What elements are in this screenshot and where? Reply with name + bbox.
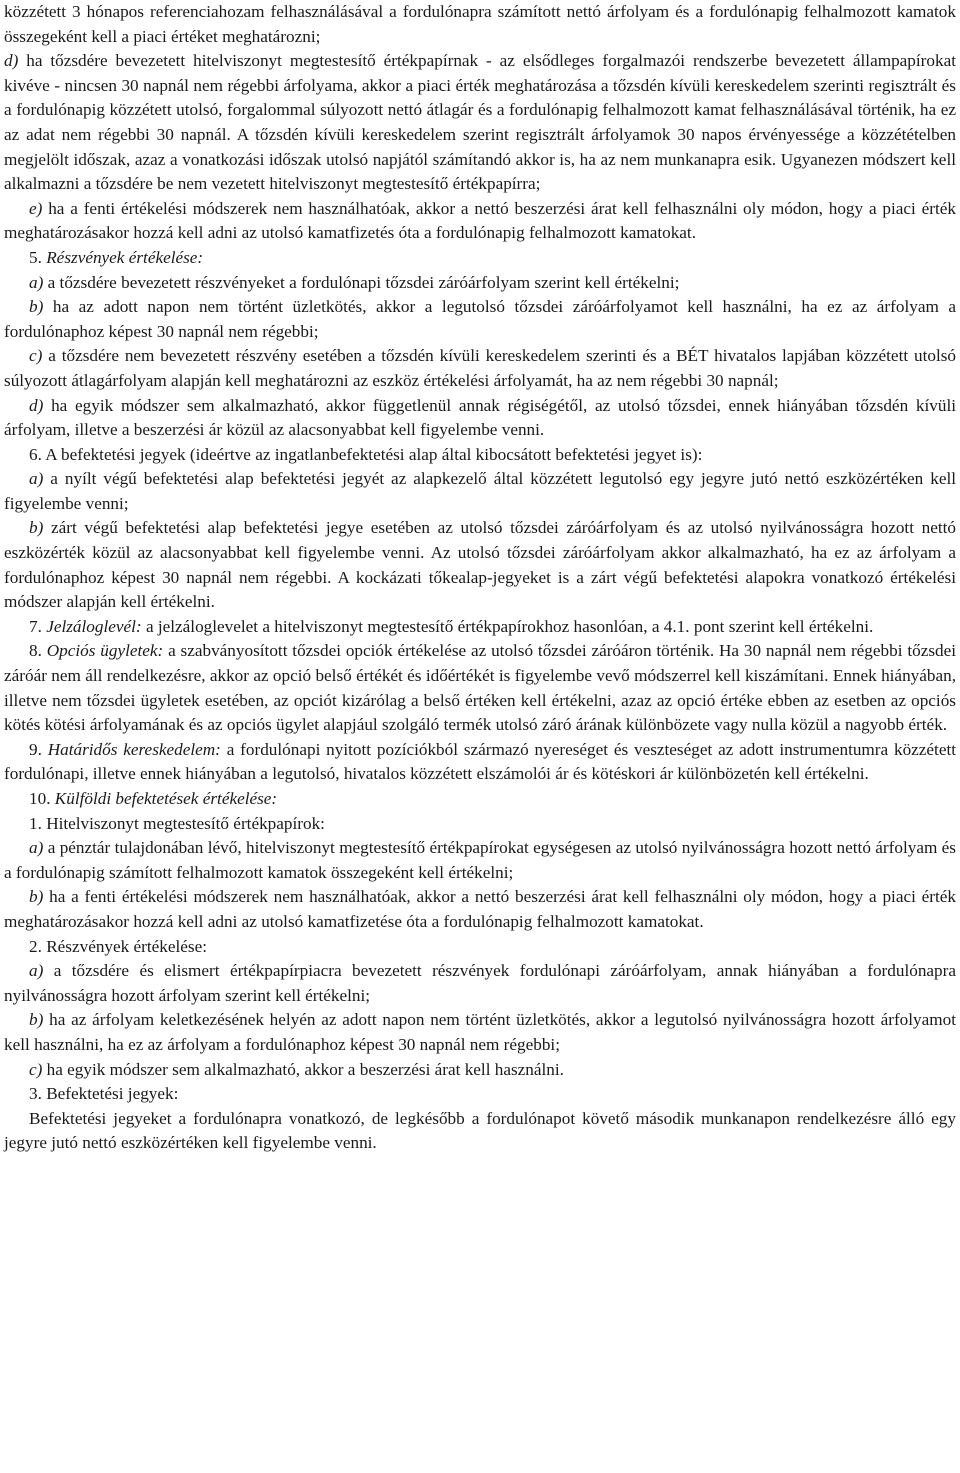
italic-label: b): [29, 1010, 44, 1030]
italic-label: e): [29, 198, 43, 218]
paragraph-text: 1. Hitelviszonyt megtestesítő értékpapírok:: [29, 813, 325, 833]
paragraph: [4, 443, 956, 468]
paragraph: [4, 344, 956, 393]
paragraph-text: ha a fenti értékelési módszerek nem használhatóak, akkor a nettó beszerzési árat kell felhasználni oly módon, hogy a piaci érték meghatározásakor hozzá kell adni az utolsó kamatfizetés óta a fordulónapig felhalmozott kamatokat.: [4, 198, 956, 243]
italic-label: a): [29, 469, 44, 489]
paragraph: [4, 0, 956, 49]
italic-label: Jelzáloglevél:: [46, 616, 142, 636]
paragraph-text: ha tőzsdére bevezetett hitelviszonyt megtestesítő értékpapírnak - az elsődleges forgalmazói rendszerbe bevezetett állampapírokat kivéve - nincsen 30 napnál nem régebbi árfolyama, akkor a piaci érték meghatározása a tőzsdén kívüli kereskedelem szerinti regisztrált és a fordulónapig közzétett utolsó, forgalommal súlyozott nettó átlagár és a fordulónapig felhalmozott kamat felhasználásával történik, ha ez az adat nem régebbi 30 napnál. A tőzsdén kívüli kereskedelem szerint regisztrált árfolyamok 30 napos érvényessége a közzétételben megjelölt időszak, azaz a vonatkozási időszak utolsó napjától számítandó akkor is, ha az nem munkanapra esik. Ugyanezen módszert kell alkalmazni a tőzsdére be nem vezetett hitelviszonyt megtestesítő értékpapírra;: [4, 51, 956, 194]
paragraph: [4, 467, 956, 516]
paragraph-text: a fordulónapi nyitott pozíciókból származó nyereséget és veszteséget az adott instrumentumra közzétett fordulónapi, illetve ennek hiányában a legutolsó, hivatalos közzétett elszámolói ár és kötéskori ár különbözetén kell értékelni.: [4, 739, 957, 784]
paragraph-text: a nyílt végű befektetési alap befektetési jegyét az alapkezelő által közzétett legutolsó egy jegyre jutó nettó eszközértéken kell figyelembe venni;: [4, 469, 956, 513]
paragraph-text: ha egyik módszer sem alkalmazható, akkor a beszerzési árat kell használni.: [42, 1059, 564, 1079]
paragraph: [4, 197, 956, 246]
paragraph: [4, 516, 956, 614]
paragraph-text: Befektetési jegyeket a fordulónapra vonatkozó, de legkésőbb a fordulónapot követő második munkanapon rendelkezésre álló egy jegyre jutó nettó eszközértéken kell figyelembe venni.: [4, 1108, 956, 1153]
italic-label: c): [29, 346, 43, 366]
paragraph-text: 7.: [29, 616, 47, 636]
paragraph-text: 10.: [29, 789, 55, 808]
paragraph: [4, 49, 956, 197]
paragraph-text: 2. Részvények értékelése:: [29, 936, 208, 956]
paragraph: [4, 812, 956, 837]
paragraph: [4, 246, 956, 271]
paragraph-text: közzétett 3 hónapos referenciahozam felhasználásával a fordulónapra számított nettó árfolyam és a fordulónapig felhalmozott kamatok összegeként kell a piaci értéket meghatározni;: [4, 2, 956, 46]
italic-label: Részvények értékelése:: [46, 247, 204, 267]
paragraph: [4, 394, 956, 443]
italic-label: a): [29, 961, 44, 981]
paragraph-text: 9.: [29, 739, 48, 759]
paragraph: [4, 615, 956, 640]
italic-label: Külföldi befektetések értékelése:: [54, 789, 278, 808]
paragraph-text: ha az árfolyam keletkezésének helyén az adott napon nem történt üzletkötés, akkor a legutolsó nyilvánosságra hozott árfolyamot kell használni, ha ez az árfolyam a fordulónaphoz képest 30 napnál nem régebbi;: [4, 1010, 956, 1054]
italic-label: d): [4, 51, 19, 71]
paragraph: [4, 935, 956, 960]
paragraph: [4, 787, 956, 812]
paragraph-text: ha az adott napon nem történt üzletkötés, akkor a legutolsó tőzsdei záróárfolyamot kell használni, ha ez az árfolyam a fordulónaphoz képest 30 napnál nem régebbi;: [4, 297, 956, 341]
italic-label: d): [29, 395, 44, 415]
paragraph-text: ha egyik módszer sem alkalmazható, akkor függetlenül annak régiségétől, az utolsó tőzsdei, ennek hiányában tőzsdén kívüli árfolyam, illetve a beszerzési ár közül az alacsonyabbat kell figyelembe venni.: [4, 395, 956, 440]
paragraph-text: a tőzsdére és elismert értékpapírpiacra bevezetett részvények fordulónapi záróárfolyam, annak hiányában a fordulónapra nyilvánosságra hozott árfolyam szerint kell értékelni;: [4, 961, 956, 1005]
paragraph-text: 5.: [29, 247, 47, 267]
paragraph: [4, 295, 956, 344]
paragraph-text: 6. A befektetési jegyek (ideértve az ingatlanbefektetési alap által kibocsátott befektetési jegyet is):: [29, 444, 703, 464]
italic-label: b): [29, 518, 44, 538]
paragraph-text: a pénztár tulajdonában lévő, hitelviszonyt megtestesítő értékpapírokat egységesen az utolsó nyilvánosságra hozott nettó árfolyam és a fordulónapig számított felhalmozott kamatok összegeként kell értékelni;: [4, 838, 956, 882]
paragraph: [4, 1107, 956, 1156]
paragraph-text: a tőzsdére bevezetett részvényeket a fordulónapi tőzsdei záróárfolyam szerint kell értékelni;: [43, 272, 680, 292]
italic-label: Határidős kereskedelem:: [47, 739, 221, 759]
paragraph: [4, 1008, 956, 1057]
italic-label: a): [29, 272, 44, 292]
paragraph-text: ha a fenti értékelési módszerek nem használhatóak, akkor a nettó beszerzési árat kell felhasználni oly módon, hogy a piaci érték meghatározásakor hozzá kell adni az utolsó kamatfizetése óta a fordulónapig felhalmozott kamatokat.: [4, 887, 956, 931]
paragraph: [4, 639, 956, 737]
italic-label: Opciós ügyletek:: [46, 641, 164, 661]
paragraph-text: zárt végű befektetési alap befektetési jegye esetében az utolsó tőzsdei záróárfolyam és az utolsó nyilvánosságra hozott nettó eszközérték közül az alacsonyabbat kell figyelembe venni. Az utolsó tőzsdei záróárfolyam akkor alkalmazható, ha ez az árfolyam a fordulónaphoz képest 30 napnál nem régebbi. A kockázati tőkealap-jegyeket is a zárt végű befektetési alapokra vonatkozó értékelési módszer alapján kell értékelni.: [4, 518, 956, 612]
italic-label: b): [29, 887, 44, 907]
paragraph: [4, 271, 956, 296]
italic-label: c): [29, 1059, 43, 1079]
paragraph-text: 3. Befektetési jegyek:: [29, 1084, 179, 1104]
paragraph-text: a tőzsdére nem bevezetett részvény esetében a tőzsdén kívüli kereskedelem szerinti és a BÉT hivatalos lapjában közzétett utolsó súlyozott átlagárfolyam alapján kell meghatározni az eszköz értékelési árfolyamát, ha az nem régebbi 30 napnál;: [4, 346, 956, 390]
paragraph: [4, 885, 956, 934]
paragraph: [4, 1082, 956, 1107]
paragraph-text: 8.: [29, 641, 47, 661]
paragraph: [4, 1058, 956, 1083]
paragraph-text: a jelzáloglevelet a hitelviszonyt megtestesítő értékpapírokhoz hasonlóan, a 4.1. pont szerint kell értékelni.: [141, 616, 874, 636]
italic-label: a): [29, 838, 44, 858]
paragraph: [4, 836, 956, 885]
paragraph: [4, 959, 956, 1008]
paragraph: [4, 738, 956, 787]
paragraph-text: a szabványosított tőzsdei opciók értékelése az utolsó tőzsdei záróáron történik. Ha 30 napnál nem régebbi tőzsdei záróár nem áll rendelkezésre, akkor az opció belső értékét és időértékét is figyelembe vevő módszerrel kell kiszámítani. Ennek hiányában, illetve nem tőzsdei ügyletek esetében, az opciót kizárólag a belső értéken kell értékelni, azaz az opció értéke ebben az esetben az opciós kötés kötési árfolyamának és az opciós ügylet alapjául szolgáló termék utolsó záró árának különbözete vagy nulla közül a nagyobb érték.: [4, 641, 957, 735]
italic-label: b): [29, 297, 44, 317]
